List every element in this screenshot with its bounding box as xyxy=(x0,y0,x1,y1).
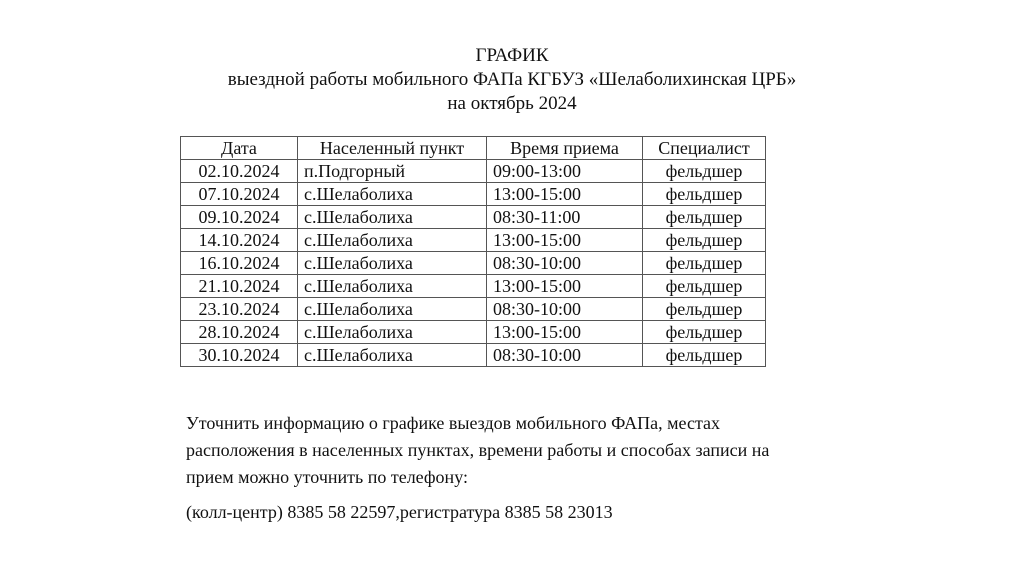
cell-place: п.Подгорный xyxy=(298,160,487,183)
cell-time: 13:00-15:00 xyxy=(487,275,643,298)
cell-time: 08:30-10:00 xyxy=(487,344,643,367)
cell-time: 08:30-10:00 xyxy=(487,252,643,275)
cell-date: 28.10.2024 xyxy=(181,321,298,344)
cell-date: 21.10.2024 xyxy=(181,275,298,298)
document-title: ГРАФИК xyxy=(475,45,549,66)
cell-specialist: фельдшер xyxy=(643,275,766,298)
cell-specialist: фельдшер xyxy=(643,229,766,252)
cell-time: 08:30-11:00 xyxy=(487,206,643,229)
cell-place: с.Шелаболиха xyxy=(298,206,487,229)
table-row xyxy=(181,275,766,298)
cell-place: с.Шелаболиха xyxy=(298,183,487,206)
cell-time: 13:00-15:00 xyxy=(487,321,643,344)
info-note xyxy=(186,410,886,526)
schedule-table xyxy=(180,136,766,367)
cell-date: 02.10.2024 xyxy=(181,160,298,183)
cell-time: 09:00-13:00 xyxy=(487,160,643,183)
document-period: на октябрь 2024 xyxy=(447,93,577,114)
cell-date: 14.10.2024 xyxy=(181,229,298,252)
column-header-place: Населенный пункт xyxy=(298,137,487,160)
column-header-specialist: Специалист xyxy=(643,137,766,160)
table-row xyxy=(181,321,766,344)
cell-place: с.Шелаболиха xyxy=(298,275,487,298)
contact-phones: (колл-центр) 8385 58 22597,регистратура 8385 58 23013 xyxy=(186,502,613,522)
document-header xyxy=(0,44,1024,116)
cell-time: 13:00-15:00 xyxy=(487,183,643,206)
note-line: расположения в населенных пунктах, времени работы и способах записи на xyxy=(186,440,770,460)
table-row xyxy=(181,344,766,367)
cell-place: с.Шелаболиха xyxy=(298,229,487,252)
cell-place: с.Шелаболиха xyxy=(298,298,487,321)
cell-specialist: фельдшер xyxy=(643,206,766,229)
cell-specialist: фельдшер xyxy=(643,183,766,206)
table-row xyxy=(181,183,766,206)
cell-date: 07.10.2024 xyxy=(181,183,298,206)
cell-specialist: фельдшер xyxy=(643,298,766,321)
cell-place: с.Шелаболиха xyxy=(298,344,487,367)
table-row xyxy=(181,229,766,252)
cell-time: 08:30-10:00 xyxy=(487,298,643,321)
column-header-date: Дата xyxy=(181,137,298,160)
cell-time: 13:00-15:00 xyxy=(487,229,643,252)
column-header-time: Время приема xyxy=(487,137,643,160)
cell-date: 23.10.2024 xyxy=(181,298,298,321)
table-row xyxy=(181,206,766,229)
cell-place: с.Шелаболиха xyxy=(298,252,487,275)
cell-place: с.Шелаболиха xyxy=(298,321,487,344)
note-line: прием можно уточнить по телефону: xyxy=(186,467,468,487)
cell-specialist: фельдшер xyxy=(643,321,766,344)
cell-specialist: фельдшер xyxy=(643,344,766,367)
table-header-row xyxy=(181,137,766,160)
document-subtitle: выездной работы мобильного ФАПа КГБУЗ «Шелаболихинская ЦРБ» xyxy=(227,69,797,90)
table-row xyxy=(181,160,766,183)
cell-date: 16.10.2024 xyxy=(181,252,298,275)
cell-specialist: фельдшер xyxy=(643,252,766,275)
cell-date: 30.10.2024 xyxy=(181,344,298,367)
cell-specialist: фельдшер xyxy=(643,160,766,183)
table-row xyxy=(181,252,766,275)
cell-date: 09.10.2024 xyxy=(181,206,298,229)
note-line: Уточнить информацию о графике выездов мобильного ФАПа, местах xyxy=(186,413,721,433)
table-row xyxy=(181,298,766,321)
